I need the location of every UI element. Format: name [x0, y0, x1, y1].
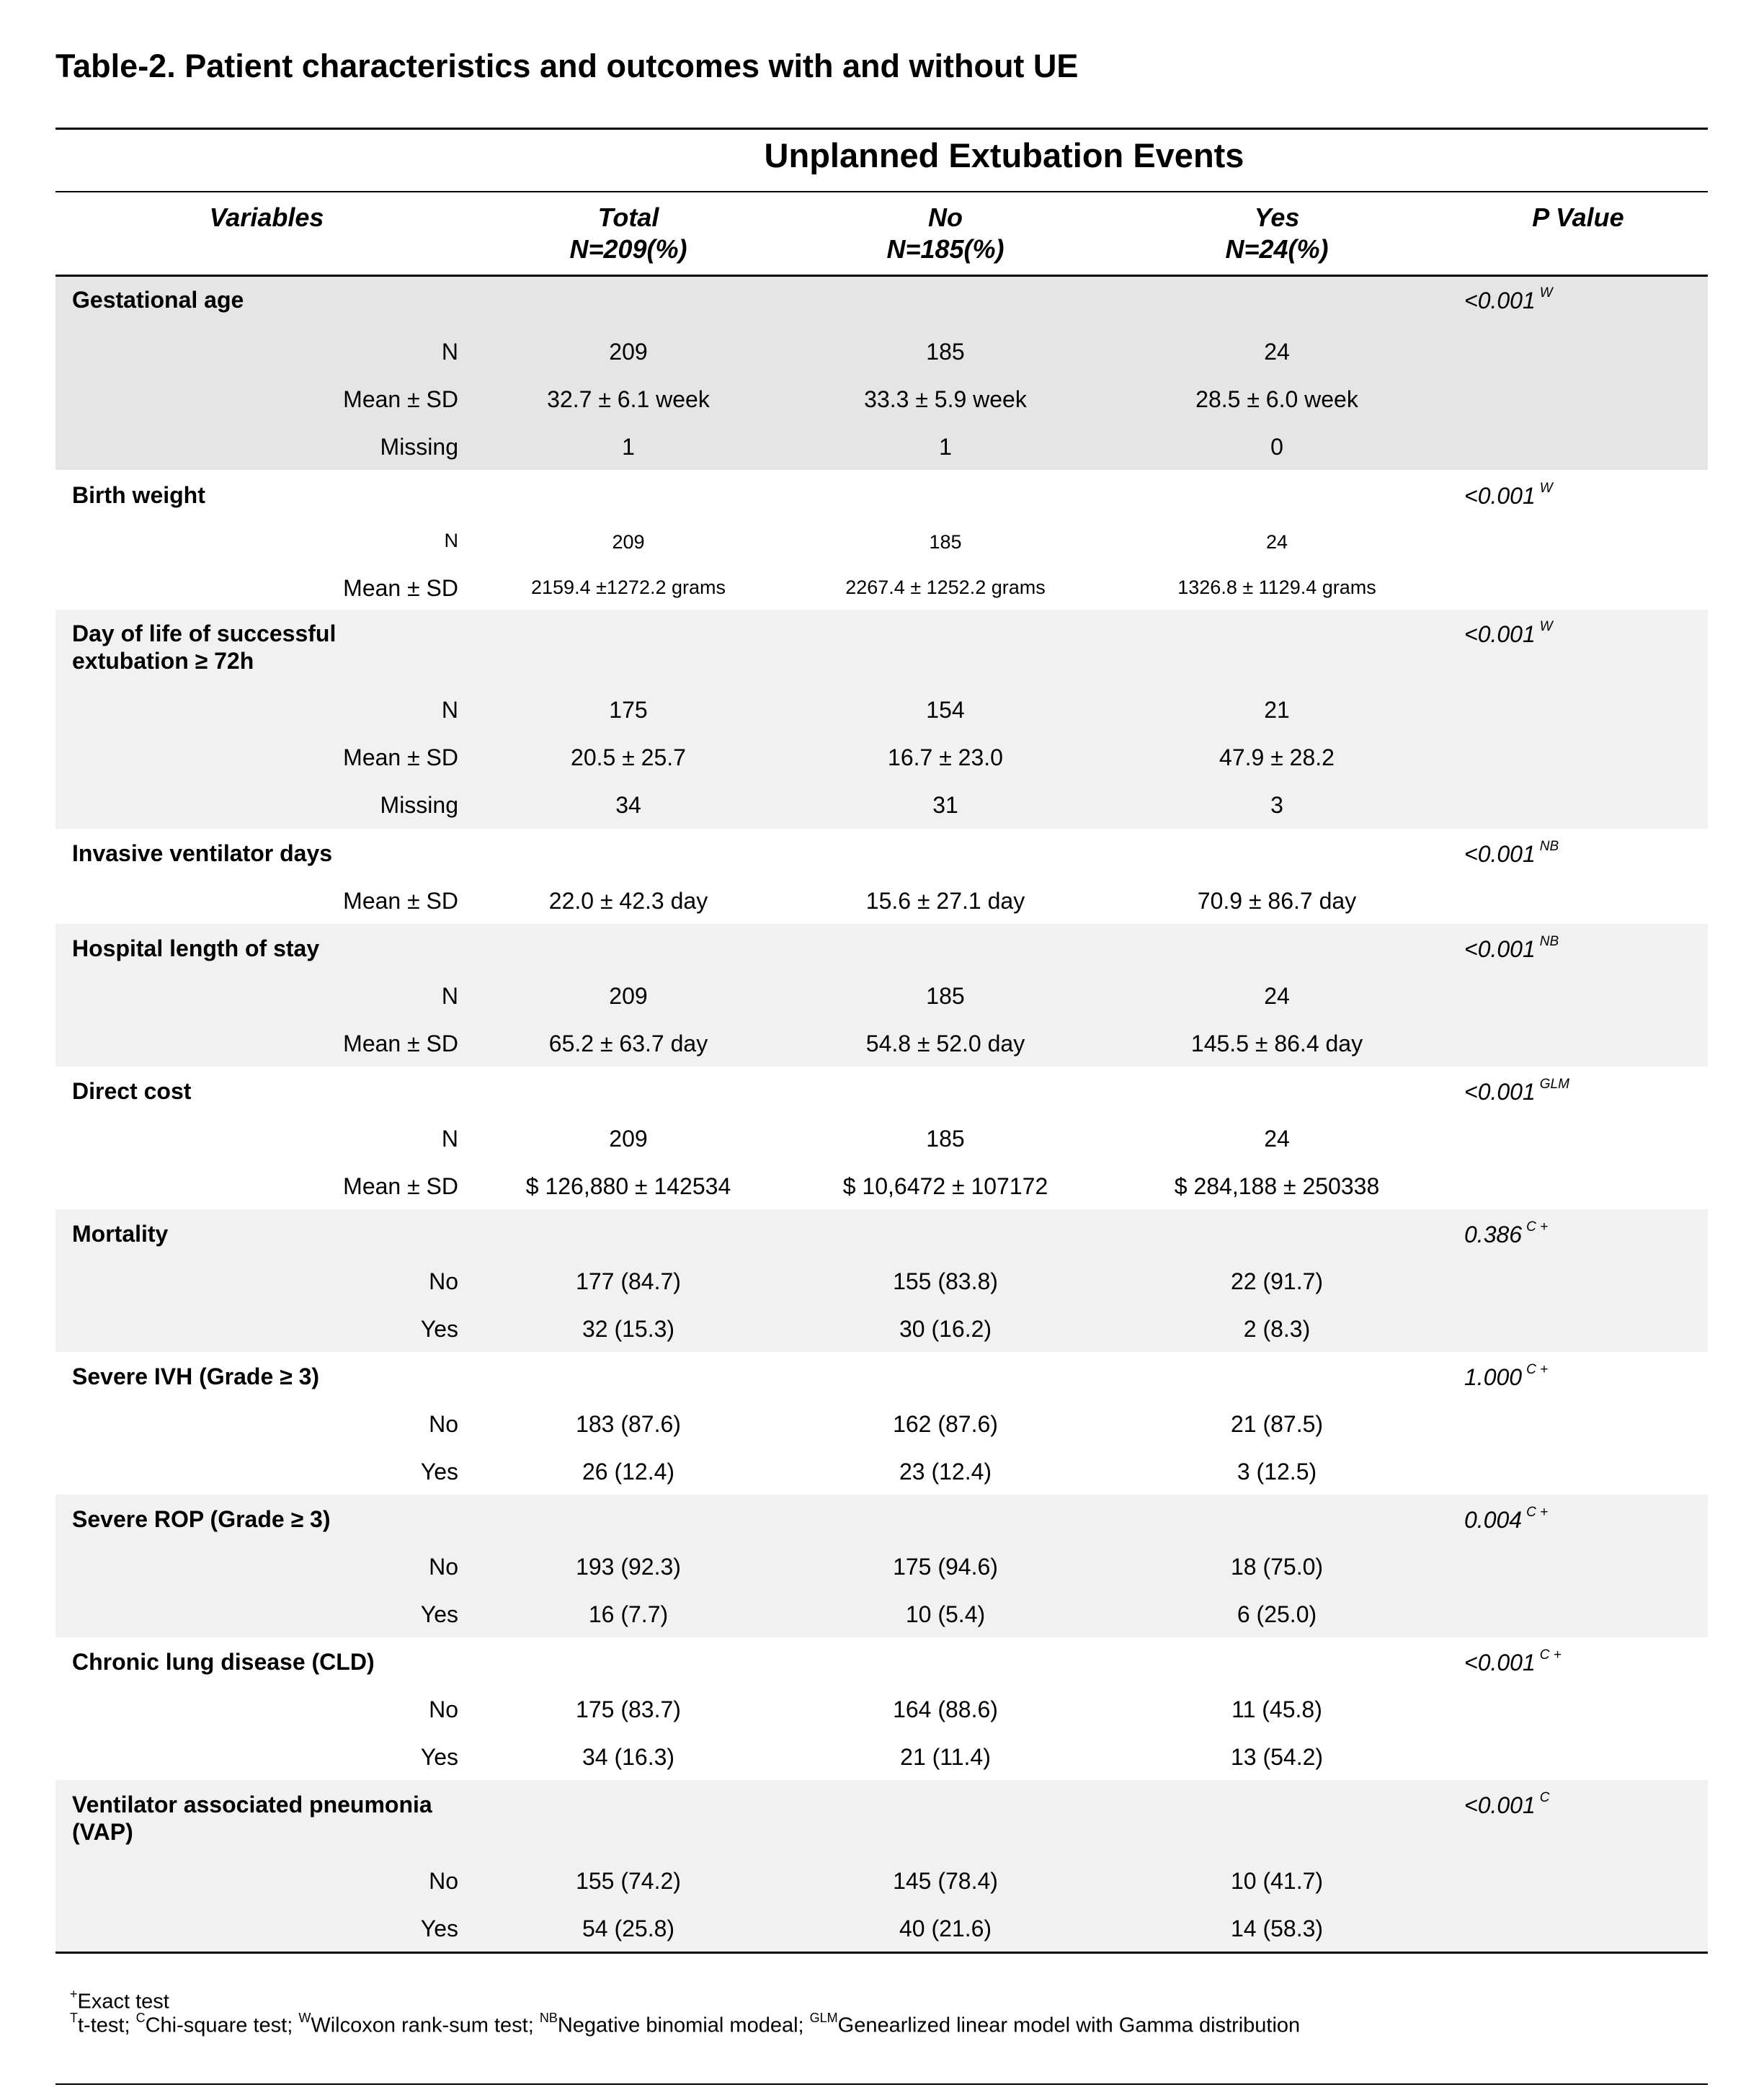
p-value-number: <0.001	[1464, 483, 1536, 509]
p-value	[1464, 621, 1553, 648]
cell-no: 185	[926, 339, 965, 365]
cell-yes: 2 (8.3)	[1243, 1316, 1311, 1342]
p-value-number: 1.000	[1464, 1364, 1523, 1390]
cell-yes: 14 (58.3)	[1230, 1916, 1324, 1941]
row-group-label-line: Chronic lung disease (CLD)	[72, 1649, 375, 1675]
cell-no: 175 (94.6)	[893, 1554, 998, 1580]
cell-no: 185	[926, 1126, 965, 1152]
row-sub-label: Mean ± SD	[343, 1031, 458, 1056]
row-sub-label: N	[441, 697, 458, 723]
cell-total: 209	[609, 983, 648, 1009]
cell-total: 20.5 ± 25.7	[571, 744, 686, 770]
footnote-line-2	[70, 2013, 1300, 2038]
cell-yes: 21	[1264, 697, 1290, 723]
row-group-label-line: extubation ≥ 72h	[72, 648, 254, 674]
p-value	[1464, 1364, 1548, 1391]
row-sub-label: Yes	[420, 1316, 458, 1342]
row-group-label-line: Direct cost	[72, 1078, 192, 1104]
cell-no: 162 (87.6)	[893, 1411, 998, 1437]
col-header-pvalue: P Value	[1532, 203, 1624, 232]
cell-no: 30 (16.2)	[899, 1316, 992, 1342]
row-sub-label: Missing	[380, 792, 458, 818]
p-value-number: <0.001	[1464, 1650, 1536, 1676]
cell-yes: 11 (45.8)	[1231, 1696, 1322, 1722]
p-value-number: 0.386	[1464, 1222, 1523, 1247]
cell-total: 175 (83.7)	[576, 1696, 681, 1722]
cell-total: 1	[622, 434, 635, 460]
p-value-test-marker: C +	[1526, 1505, 1549, 1521]
col-header-total: Total N=209(%)	[569, 203, 687, 264]
row-group-label	[72, 1648, 375, 1676]
cell-total: 2159.4 ±1272.2 grams	[531, 577, 726, 598]
cell-no: 31	[932, 792, 958, 818]
footnote-text: Exact test	[77, 1990, 169, 2014]
cell-no: 40 (21.6)	[899, 1916, 992, 1941]
footnote-text: Genearlized linear model with Gamma distribution	[837, 2014, 1301, 2037]
cell-no: 1	[939, 434, 952, 460]
row-sub-label: Mean ± SD	[343, 888, 458, 914]
row-sub-label: Yes	[420, 1601, 458, 1627]
table-title: Table-2. Patient characteristics and outcomes with and without UE	[55, 48, 1079, 84]
col-header-variables: Variables	[209, 203, 324, 232]
footnote-sup: GLM	[809, 2011, 838, 2025]
row-sub-label: No	[429, 1411, 458, 1437]
row-group-label-line: Gestational age	[72, 287, 244, 313]
super-header-text: Unplanned Extubation Events	[764, 136, 1244, 174]
row-group-label	[72, 1505, 330, 1533]
row-sub-label: Mean ± SD	[343, 386, 458, 412]
row-group-label	[72, 1220, 168, 1247]
p-value	[1464, 936, 1559, 963]
cell-total: 193 (92.3)	[576, 1554, 681, 1580]
cell-yes: 1326.8 ± 1129.4 grams	[1177, 577, 1376, 598]
p-value-test-marker: NB	[1539, 934, 1559, 950]
p-value-test-marker: C +	[1526, 1219, 1549, 1235]
cell-total: 209	[612, 531, 645, 553]
p-value-number: <0.001	[1464, 841, 1536, 867]
row-sub-label: N	[441, 983, 458, 1009]
row-sub-label: Yes	[420, 1459, 458, 1485]
row-group-label	[72, 1791, 432, 1846]
cell-no: 185	[929, 531, 962, 553]
row-sub-label: Yes	[420, 1916, 458, 1941]
cell-yes: 0	[1270, 434, 1283, 460]
row-group-label	[72, 840, 332, 867]
p-value	[1464, 483, 1553, 510]
p-value-test-marker: W	[1539, 619, 1553, 635]
cell-no: 185	[926, 983, 965, 1009]
row-group-label-line: Mortality	[72, 1221, 169, 1247]
cell-yes: 10 (41.7)	[1230, 1868, 1324, 1894]
cell-no: 164 (88.6)	[893, 1696, 998, 1722]
cell-total: 209	[609, 1126, 648, 1152]
row-sub-label: No	[429, 1696, 458, 1722]
p-value-test-marker: W	[1539, 285, 1553, 301]
cell-total: 32.7 ± 6.1 week	[547, 386, 710, 412]
cell-total: 16 (7.7)	[588, 1601, 669, 1627]
cell-no: 2267.4 ± 1252.2 grams	[845, 577, 1046, 598]
cell-no: 10 (5.4)	[905, 1601, 986, 1627]
cell-total: 54 (25.8)	[582, 1916, 675, 1941]
p-value	[1464, 285, 1553, 314]
footnote-text: Wilcoxon rank-sum test;	[311, 2014, 540, 2037]
footnote-line-1	[70, 1989, 169, 2014]
cell-yes: 13 (54.2)	[1230, 1744, 1324, 1770]
p-value-test-marker: NB	[1539, 839, 1559, 855]
cell-no: 154	[926, 697, 965, 723]
p-value	[1464, 1219, 1549, 1248]
cell-no: 145 (78.4)	[893, 1868, 998, 1894]
p-value	[1464, 1647, 1562, 1676]
row-sub-label: N	[441, 1126, 458, 1152]
row-sub-label: N	[444, 530, 458, 551]
footnote-text: Negative binomial modeal;	[557, 2014, 810, 2037]
p-value	[1464, 1507, 1548, 1534]
cell-total: 209	[609, 339, 648, 365]
cell-yes: 145.5 ± 86.4 day	[1190, 1031, 1363, 1056]
col-header-yes: Yes N=24(%)	[1225, 203, 1329, 264]
row-sub-label: Mean ± SD	[343, 1173, 458, 1199]
cell-no: 54.8 ± 52.0 day	[865, 1031, 1025, 1056]
cell-no: 15.6 ± 27.1 day	[865, 888, 1025, 914]
cell-yes: 70.9 ± 86.7 day	[1197, 888, 1357, 914]
footnote-sup: C	[135, 2011, 146, 2025]
p-value	[1464, 841, 1559, 868]
row-sub-label: No	[429, 1554, 458, 1580]
cell-yes: 21 (87.5)	[1230, 1411, 1324, 1437]
row-sub-label: Missing	[380, 434, 458, 460]
row-group-label-line: Hospital length of stay	[72, 935, 320, 961]
footnote-bottom-rule	[55, 2083, 1708, 2085]
cell-yes: 24	[1265, 531, 1288, 553]
cell-yes: 24	[1264, 983, 1290, 1009]
row-group-label	[72, 620, 336, 675]
footnote-text: Chi-square test;	[145, 2014, 299, 2037]
cell-total: 32 (15.3)	[582, 1316, 675, 1342]
row-group-label-line: Severe IVH (Grade ≥ 3)	[72, 1363, 320, 1389]
p-value-number: <0.001	[1464, 1792, 1536, 1818]
p-value-number: <0.001	[1464, 936, 1536, 962]
row-group-label	[72, 1077, 191, 1105]
cell-yes: 28.5 ± 6.0 week	[1195, 386, 1358, 412]
footnote-sup: NB	[539, 2011, 558, 2025]
p-value	[1464, 1792, 1550, 1819]
super-header	[55, 135, 1708, 175]
row-group-label	[72, 1363, 319, 1390]
cell-total: 34	[615, 792, 641, 818]
p-value	[1464, 1079, 1569, 1105]
row-group-label	[72, 286, 244, 313]
row-group-label-line: Day of life of successful	[72, 620, 337, 646]
p-value-test-marker: C +	[1526, 1362, 1549, 1378]
cell-yes: 24	[1264, 339, 1290, 365]
row-sub-label: No	[429, 1268, 458, 1294]
cell-total: 22.0 ± 42.3 day	[548, 888, 708, 914]
row-sub-label: No	[429, 1868, 458, 1894]
row-group-label-line: Birth weight	[72, 482, 205, 508]
p-value-number: <0.001	[1464, 288, 1536, 313]
cell-no: 16.7 ± 23.0	[888, 744, 1003, 770]
cell-yes: 22 (91.7)	[1230, 1268, 1324, 1294]
p-value-number: <0.001	[1464, 621, 1536, 647]
cell-total: 34 (16.3)	[582, 1744, 675, 1770]
p-value-number: <0.001	[1464, 1079, 1536, 1105]
cell-total: 65.2 ± 63.7 day	[548, 1031, 708, 1056]
row-sub-label: Yes	[420, 1744, 458, 1770]
top-rule	[55, 128, 1708, 130]
cell-total: 155 (74.2)	[576, 1868, 681, 1894]
cell-no: 155 (83.8)	[893, 1268, 998, 1294]
table-bottom-rule	[55, 1952, 1708, 1954]
row-sub-label: N	[441, 339, 458, 365]
row-sub-label: Mean ± SD	[343, 744, 458, 770]
row-group-label-line: Invasive ventilator days	[72, 840, 333, 866]
footnote-sup: W	[298, 2011, 311, 2025]
footnote-text: t-test;	[78, 2014, 136, 2037]
p-value-test-marker: GLM	[1539, 1077, 1569, 1093]
row-sub-label: Mean ± SD	[343, 575, 458, 601]
footnote-sup: +	[70, 1987, 78, 2001]
row-group-label-line: (VAP)	[72, 1819, 133, 1845]
cell-yes: 18 (75.0)	[1230, 1554, 1324, 1580]
cell-total: 177 (84.7)	[576, 1268, 681, 1294]
row-group-label-line: Severe ROP (Grade ≥ 3)	[72, 1506, 331, 1532]
col-header-no: No N=185(%)	[886, 203, 1004, 264]
cell-yes: 6 (25.0)	[1237, 1601, 1317, 1627]
p-value-test-marker: C +	[1539, 1647, 1562, 1663]
cell-yes: $ 284,188 ± 250338	[1174, 1173, 1380, 1199]
cell-total: $ 126,880 ± 142534	[525, 1173, 731, 1199]
cell-total: 175	[609, 697, 648, 723]
cell-yes: 3 (12.5)	[1237, 1459, 1317, 1485]
cell-total: 183 (87.6)	[576, 1411, 681, 1437]
p-value-test-marker: C	[1539, 1790, 1550, 1806]
cell-total: 26 (12.4)	[582, 1459, 675, 1485]
cell-yes: 47.9 ± 28.2	[1219, 744, 1335, 770]
super-header-rule	[55, 191, 1708, 192]
p-value-test-marker: W	[1539, 481, 1553, 497]
cell-yes: 24	[1264, 1126, 1290, 1152]
p-value-number: 0.004	[1464, 1507, 1523, 1533]
cell-no: 23 (12.4)	[899, 1459, 992, 1485]
cell-no: 21 (11.4)	[900, 1744, 991, 1770]
row-group-label-line: Ventilator associated pneumonia	[72, 1792, 432, 1818]
row-group-label	[72, 481, 205, 509]
cell-no: 33.3 ± 5.9 week	[864, 386, 1027, 412]
footnote-sup: T	[70, 2011, 78, 2025]
row-group-label	[72, 935, 319, 962]
cell-yes: 3	[1270, 792, 1283, 818]
cell-no: $ 10,6472 ± 107172	[842, 1173, 1048, 1199]
